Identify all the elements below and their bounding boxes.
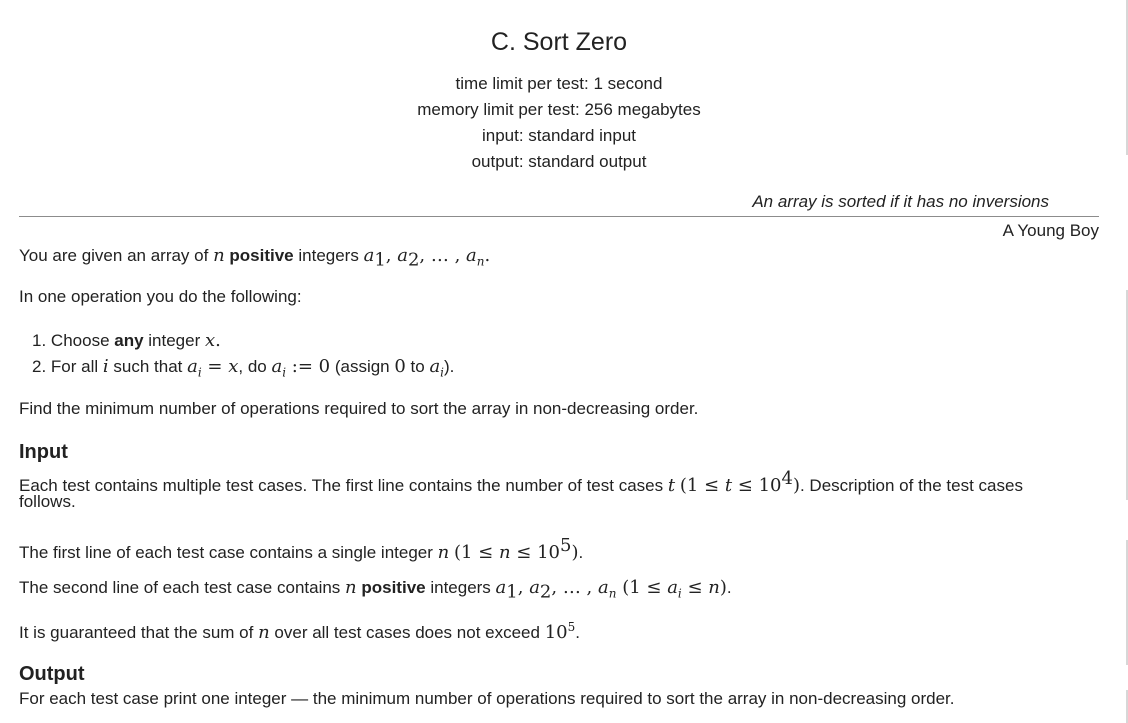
problem-limits [19,71,1099,175]
statement-paragraph-1: You are given an array of n positive integers $a_1$, $a_2$, … , $a_n$. [19,245,491,271]
problem-title: C. Sort Zero [490,28,628,56]
math-n-range: $(1 \le n \le 10^5)$ [453,535,579,563]
memory-limit: memory limit per test: 256 megabytes [417,100,701,119]
epigraph-author: A Young Boy [1002,221,1099,240]
step-1: 1. Choose any integer x. [32,330,221,351]
epigraph-quote: An array is sorted if it has no inversions [752,192,1049,211]
input-line-3: The second line of each test case contains n positive integers $a_1$, $a_2$, … , $a_n$ $(1 \le a_i \le n)$. [19,577,732,603]
math-sequence: $a_1$, $a_2$, … , $a_n$. [363,245,491,271]
input-line-2: The first line of each test case contains a single integer n $(1 \le n \le 10^5)$. [19,535,584,563]
math-sequence-2: $a_1$, $a_2$, … , $a_n$ $(1 \le a_i \le n)$ [495,577,727,603]
output-file: output: standard output [471,152,647,171]
statement-paragraph-2: In one operation you do the following: [19,287,302,306]
math-condition: $a_i = x$ [187,356,239,380]
epigraph-divider [19,216,1099,217]
input-file: input: standard input [481,126,637,145]
math-t-range: $(1 \le t \le 10^4)$ [679,468,800,496]
time-limit: time limit per test: 1 second [455,74,663,93]
input-line-1: Each test contains multiple test cases. The first line contains the number of test cases t $(1 \le t \le 10^4)$. Description of the test cases [19,468,1023,496]
step-2: 2. For all i such that $a_i = x$, do $a_i$ := 0 (assign 0 to $a_i$). [32,356,455,380]
input-heading: Input [19,441,68,463]
statement-paragraph-3: Find the minimum number of operations required to sort the array in non-decreasing order. [19,399,699,418]
output-line-1: For each test case print one integer — the minimum number of operations required to sort the array in non-decreasing order. [19,689,955,708]
output-heading: Output [19,663,85,685]
input-line-1-cont: follows. [19,492,76,511]
math-assign: $a_i$ := 0 [271,356,331,380]
math-sum-limit: $10^5$ [544,620,576,643]
input-line-4: It is guaranteed that the sum of n over all test cases does not exceed $10^5$. [19,620,580,643]
